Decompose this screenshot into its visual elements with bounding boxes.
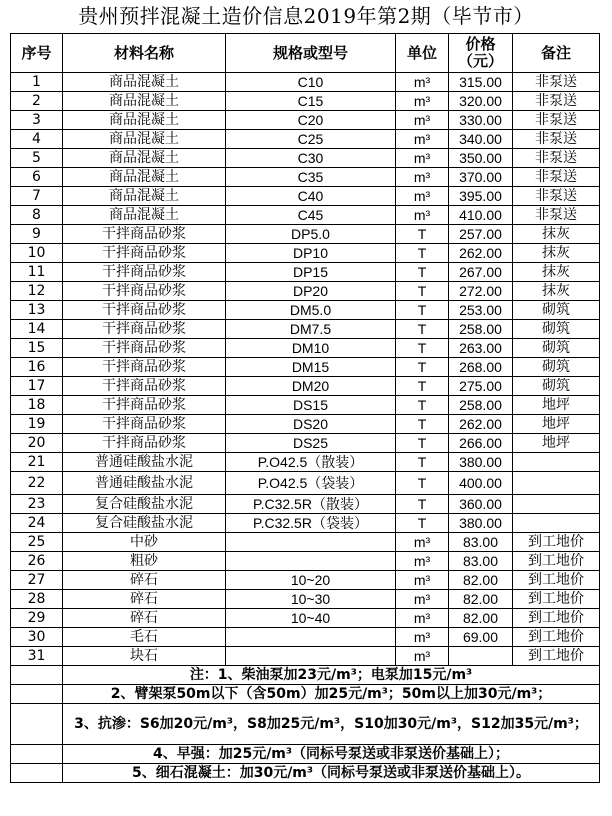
cell-spec: C30 <box>226 149 396 168</box>
cell-name: 商品混凝土 <box>63 187 226 206</box>
cell-price: 268.00 <box>449 358 513 377</box>
header-unit: 单位 <box>396 34 449 73</box>
note-text: 3、抗渗：S6加20元/m³，S8加25元/m³，S10加30元/m³，S12加35元/m³； <box>63 704 600 745</box>
cell-remark: 到工地价 <box>513 647 600 666</box>
table-row <box>11 73 600 92</box>
cell-no: 12 <box>11 282 63 301</box>
table-row <box>11 111 600 130</box>
cell-no: 4 <box>11 130 63 149</box>
cell-remark: 到工地价 <box>513 628 600 647</box>
cell-no: 24 <box>11 514 63 533</box>
cell-unit: T <box>396 282 449 301</box>
cell-no: 16 <box>11 358 63 377</box>
cell-name: 干拌商品砂浆 <box>63 301 226 320</box>
cell-unit: m³ <box>396 92 449 111</box>
cell-remark: 抹灰 <box>513 244 600 263</box>
table-row <box>11 130 600 149</box>
cell-unit: T <box>396 301 449 320</box>
cell-remark: 到工地价 <box>513 571 600 590</box>
cell-name: 商品混凝土 <box>63 206 226 225</box>
cell-name: 干拌商品砂浆 <box>63 415 226 434</box>
cell-remark: 抹灰 <box>513 263 600 282</box>
table-row <box>11 609 600 628</box>
note-spacer <box>11 685 63 704</box>
note-row <box>11 685 600 704</box>
cell-price: 83.00 <box>449 552 513 571</box>
header-no: 序号 <box>11 34 63 73</box>
table-row <box>11 552 600 571</box>
cell-price: 330.00 <box>449 111 513 130</box>
table-row <box>11 590 600 609</box>
cell-remark: 抹灰 <box>513 225 600 244</box>
note-text: 4、早强：加25元/m³（同标号泵送或非泵送价基础上）； <box>63 745 600 764</box>
cell-remark: 地坪 <box>513 396 600 415</box>
cell-spec: DM7.5 <box>226 320 396 339</box>
cell-name: 商品混凝土 <box>63 130 226 149</box>
cell-price: 69.00 <box>449 628 513 647</box>
note-spacer <box>11 666 63 685</box>
cell-unit: T <box>396 453 449 472</box>
note-text: 注：1、柴油泵加23元/m³；电泵加15元/m³ <box>63 666 600 685</box>
cell-unit: m³ <box>396 571 449 590</box>
cell-spec: C10 <box>226 73 396 92</box>
page-title: 贵州预拌混凝土造价信息2019年第2期（毕节市） <box>78 4 534 28</box>
cell-price: 262.00 <box>449 415 513 434</box>
cell-unit: T <box>396 514 449 533</box>
cell-no: 5 <box>11 149 63 168</box>
cell-price: 395.00 <box>449 187 513 206</box>
table-row <box>11 358 600 377</box>
cell-price: 272.00 <box>449 282 513 301</box>
cell-remark: 非泵送 <box>513 92 600 111</box>
cell-spec: P.O42.5（袋装） <box>226 472 396 495</box>
cell-unit: m³ <box>396 130 449 149</box>
cell-spec: P.C32.5R（袋装） <box>226 514 396 533</box>
cell-price: 380.00 <box>449 453 513 472</box>
table-row <box>11 415 600 434</box>
cell-spec: DM15 <box>226 358 396 377</box>
cell-price: 360.00 <box>449 495 513 514</box>
cell-unit: m³ <box>396 552 449 571</box>
note-spacer <box>11 745 63 764</box>
cell-name: 碎石 <box>63 590 226 609</box>
cell-remark: 到工地价 <box>513 552 600 571</box>
table-row <box>11 225 600 244</box>
cell-price: 258.00 <box>449 396 513 415</box>
cell-no: 26 <box>11 552 63 571</box>
cell-unit: m³ <box>396 609 449 628</box>
table-row <box>11 472 600 495</box>
cell-price: 82.00 <box>449 590 513 609</box>
cell-spec: DS25 <box>226 434 396 453</box>
cell-name: 干拌商品砂浆 <box>63 377 226 396</box>
cell-unit: T <box>396 495 449 514</box>
cell-unit: T <box>396 263 449 282</box>
cell-no: 27 <box>11 571 63 590</box>
table-row <box>11 533 600 552</box>
cell-price: 253.00 <box>449 301 513 320</box>
cell-name: 块石 <box>63 647 226 666</box>
cell-unit: m³ <box>396 73 449 92</box>
table-row <box>11 282 600 301</box>
table-row <box>11 206 600 225</box>
table-row <box>11 168 600 187</box>
cell-remark: 地坪 <box>513 434 600 453</box>
cell-unit: T <box>396 339 449 358</box>
cell-name: 商品混凝土 <box>63 168 226 187</box>
table-row <box>11 377 600 396</box>
cell-price: 340.00 <box>449 130 513 149</box>
cell-price: 400.00 <box>449 472 513 495</box>
cell-remark: 到工地价 <box>513 609 600 628</box>
cell-spec: C20 <box>226 111 396 130</box>
cell-no: 9 <box>11 225 63 244</box>
table-row <box>11 495 600 514</box>
note-spacer <box>11 764 63 783</box>
price-table <box>10 33 600 783</box>
cell-remark: 非泵送 <box>513 73 600 92</box>
cell-remark: 非泵送 <box>513 168 600 187</box>
cell-remark: 到工地价 <box>513 590 600 609</box>
table-row <box>11 628 600 647</box>
cell-name: 商品混凝土 <box>63 149 226 168</box>
cell-name: 干拌商品砂浆 <box>63 339 226 358</box>
cell-no: 19 <box>11 415 63 434</box>
cell-remark: 到工地价 <box>513 533 600 552</box>
cell-name: 干拌商品砂浆 <box>63 434 226 453</box>
table-row <box>11 453 600 472</box>
cell-price: 350.00 <box>449 149 513 168</box>
cell-spec: P.O42.5（散装） <box>226 453 396 472</box>
header-remark: 备注 <box>513 34 600 73</box>
cell-no: 11 <box>11 263 63 282</box>
cell-spec: DS15 <box>226 396 396 415</box>
note-row <box>11 745 600 764</box>
table-row <box>11 92 600 111</box>
cell-no: 13 <box>11 301 63 320</box>
cell-no: 2 <box>11 92 63 111</box>
cell-spec: C15 <box>226 92 396 111</box>
cell-unit: T <box>396 396 449 415</box>
cell-remark <box>513 472 600 495</box>
cell-unit: m³ <box>396 590 449 609</box>
cell-spec: 10~20 <box>226 571 396 590</box>
cell-spec <box>226 647 396 666</box>
cell-no: 28 <box>11 590 63 609</box>
note-spacer <box>11 704 63 745</box>
cell-unit: T <box>396 434 449 453</box>
table-row <box>11 514 600 533</box>
cell-unit: m³ <box>396 168 449 187</box>
cell-name: 干拌商品砂浆 <box>63 244 226 263</box>
header-name: 材料名称 <box>63 34 226 73</box>
cell-name: 粗砂 <box>63 552 226 571</box>
cell-price: 370.00 <box>449 168 513 187</box>
cell-no: 22 <box>11 472 63 495</box>
cell-no: 30 <box>11 628 63 647</box>
cell-unit: m³ <box>396 149 449 168</box>
cell-no: 1 <box>11 73 63 92</box>
cell-unit: m³ <box>396 533 449 552</box>
cell-name: 中砂 <box>63 533 226 552</box>
table-row <box>11 434 600 453</box>
cell-spec: C40 <box>226 187 396 206</box>
cell-remark: 非泵送 <box>513 206 600 225</box>
cell-remark: 非泵送 <box>513 149 600 168</box>
cell-spec: C25 <box>226 130 396 149</box>
cell-name: 商品混凝土 <box>63 92 226 111</box>
table-row <box>11 339 600 358</box>
table-row <box>11 320 600 339</box>
cell-unit: T <box>396 225 449 244</box>
table-row <box>11 396 600 415</box>
cell-price: 257.00 <box>449 225 513 244</box>
note-row <box>11 764 600 783</box>
cell-remark: 砌筑 <box>513 301 600 320</box>
note-row <box>11 704 600 745</box>
cell-unit: T <box>396 244 449 263</box>
table-row <box>11 263 600 282</box>
cell-remark: 砌筑 <box>513 339 600 358</box>
cell-no: 10 <box>11 244 63 263</box>
cell-unit: m³ <box>396 647 449 666</box>
note-row <box>11 666 600 685</box>
cell-no: 21 <box>11 453 63 472</box>
table-row <box>11 244 600 263</box>
table-row <box>11 571 600 590</box>
cell-name: 毛石 <box>63 628 226 647</box>
table-header-row <box>11 34 600 73</box>
cell-remark: 抹灰 <box>513 282 600 301</box>
cell-price: 263.00 <box>449 339 513 358</box>
cell-no: 3 <box>11 111 63 130</box>
note-text: 5、细石混凝土：加30元/m³（同标号泵送或非泵送价基础上）。 <box>63 764 600 783</box>
table-row <box>11 301 600 320</box>
cell-spec: DM5.0 <box>226 301 396 320</box>
cell-name: 复合硅酸盐水泥 <box>63 514 226 533</box>
cell-price: 267.00 <box>449 263 513 282</box>
cell-name: 干拌商品砂浆 <box>63 263 226 282</box>
cell-spec <box>226 628 396 647</box>
cell-no: 6 <box>11 168 63 187</box>
cell-name: 干拌商品砂浆 <box>63 225 226 244</box>
cell-name: 商品混凝土 <box>63 73 226 92</box>
table-row <box>11 647 600 666</box>
note-text: 2、臂架泵50m以下（含50m）加25元/m³；50m以上加30元/m³； <box>63 685 600 704</box>
table-row <box>11 187 600 206</box>
cell-remark: 地坪 <box>513 415 600 434</box>
cell-no: 31 <box>11 647 63 666</box>
cell-unit: m³ <box>396 111 449 130</box>
cell-name: 商品混凝土 <box>63 111 226 130</box>
cell-spec: DP15 <box>226 263 396 282</box>
cell-price: 258.00 <box>449 320 513 339</box>
cell-unit: T <box>396 377 449 396</box>
cell-no: 15 <box>11 339 63 358</box>
header-price: 价格（元） <box>449 34 513 73</box>
cell-unit: T <box>396 358 449 377</box>
cell-price: 275.00 <box>449 377 513 396</box>
cell-name: 干拌商品砂浆 <box>63 358 226 377</box>
cell-spec: DP5.0 <box>226 225 396 244</box>
cell-remark <box>513 495 600 514</box>
cell-no: 7 <box>11 187 63 206</box>
cell-price: 83.00 <box>449 533 513 552</box>
cell-remark <box>513 514 600 533</box>
cell-price <box>449 647 513 666</box>
cell-name: 干拌商品砂浆 <box>63 282 226 301</box>
cell-remark <box>513 453 600 472</box>
cell-spec <box>226 552 396 571</box>
cell-price: 315.00 <box>449 73 513 92</box>
cell-no: 25 <box>11 533 63 552</box>
table-row <box>11 149 600 168</box>
cell-spec: DS20 <box>226 415 396 434</box>
cell-unit: T <box>396 472 449 495</box>
cell-remark: 砌筑 <box>513 320 600 339</box>
cell-spec: 10~30 <box>226 590 396 609</box>
cell-no: 23 <box>11 495 63 514</box>
cell-price: 410.00 <box>449 206 513 225</box>
cell-unit: T <box>396 415 449 434</box>
cell-unit: T <box>396 320 449 339</box>
cell-spec: C35 <box>226 168 396 187</box>
cell-no: 18 <box>11 396 63 415</box>
cell-price: 262.00 <box>449 244 513 263</box>
cell-spec: P.C32.5R（散装） <box>226 495 396 514</box>
cell-price: 320.00 <box>449 92 513 111</box>
cell-price: 380.00 <box>449 514 513 533</box>
cell-remark: 砌筑 <box>513 358 600 377</box>
cell-price: 266.00 <box>449 434 513 453</box>
cell-name: 普通硅酸盐水泥 <box>63 453 226 472</box>
cell-name: 复合硅酸盐水泥 <box>63 495 226 514</box>
cell-no: 29 <box>11 609 63 628</box>
cell-unit: m³ <box>396 206 449 225</box>
cell-price: 82.00 <box>449 609 513 628</box>
cell-remark: 非泵送 <box>513 130 600 149</box>
cell-spec: DP20 <box>226 282 396 301</box>
cell-no: 17 <box>11 377 63 396</box>
cell-remark: 非泵送 <box>513 111 600 130</box>
cell-no: 14 <box>11 320 63 339</box>
cell-spec: C45 <box>226 206 396 225</box>
cell-unit: m³ <box>396 187 449 206</box>
cell-spec <box>226 533 396 552</box>
cell-no: 20 <box>11 434 63 453</box>
cell-name: 普通硅酸盐水泥 <box>63 472 226 495</box>
cell-unit: m³ <box>396 628 449 647</box>
cell-name: 干拌商品砂浆 <box>63 396 226 415</box>
cell-no: 8 <box>11 206 63 225</box>
cell-price: 82.00 <box>449 571 513 590</box>
header-spec: 规格或型号 <box>226 34 396 73</box>
cell-spec: DP10 <box>226 244 396 263</box>
cell-name: 干拌商品砂浆 <box>63 320 226 339</box>
cell-spec: DM10 <box>226 339 396 358</box>
cell-remark: 砌筑 <box>513 377 600 396</box>
cell-remark: 非泵送 <box>513 187 600 206</box>
cell-spec: 10~40 <box>226 609 396 628</box>
cell-name: 碎石 <box>63 571 226 590</box>
cell-spec: DM20 <box>226 377 396 396</box>
cell-name: 碎石 <box>63 609 226 628</box>
